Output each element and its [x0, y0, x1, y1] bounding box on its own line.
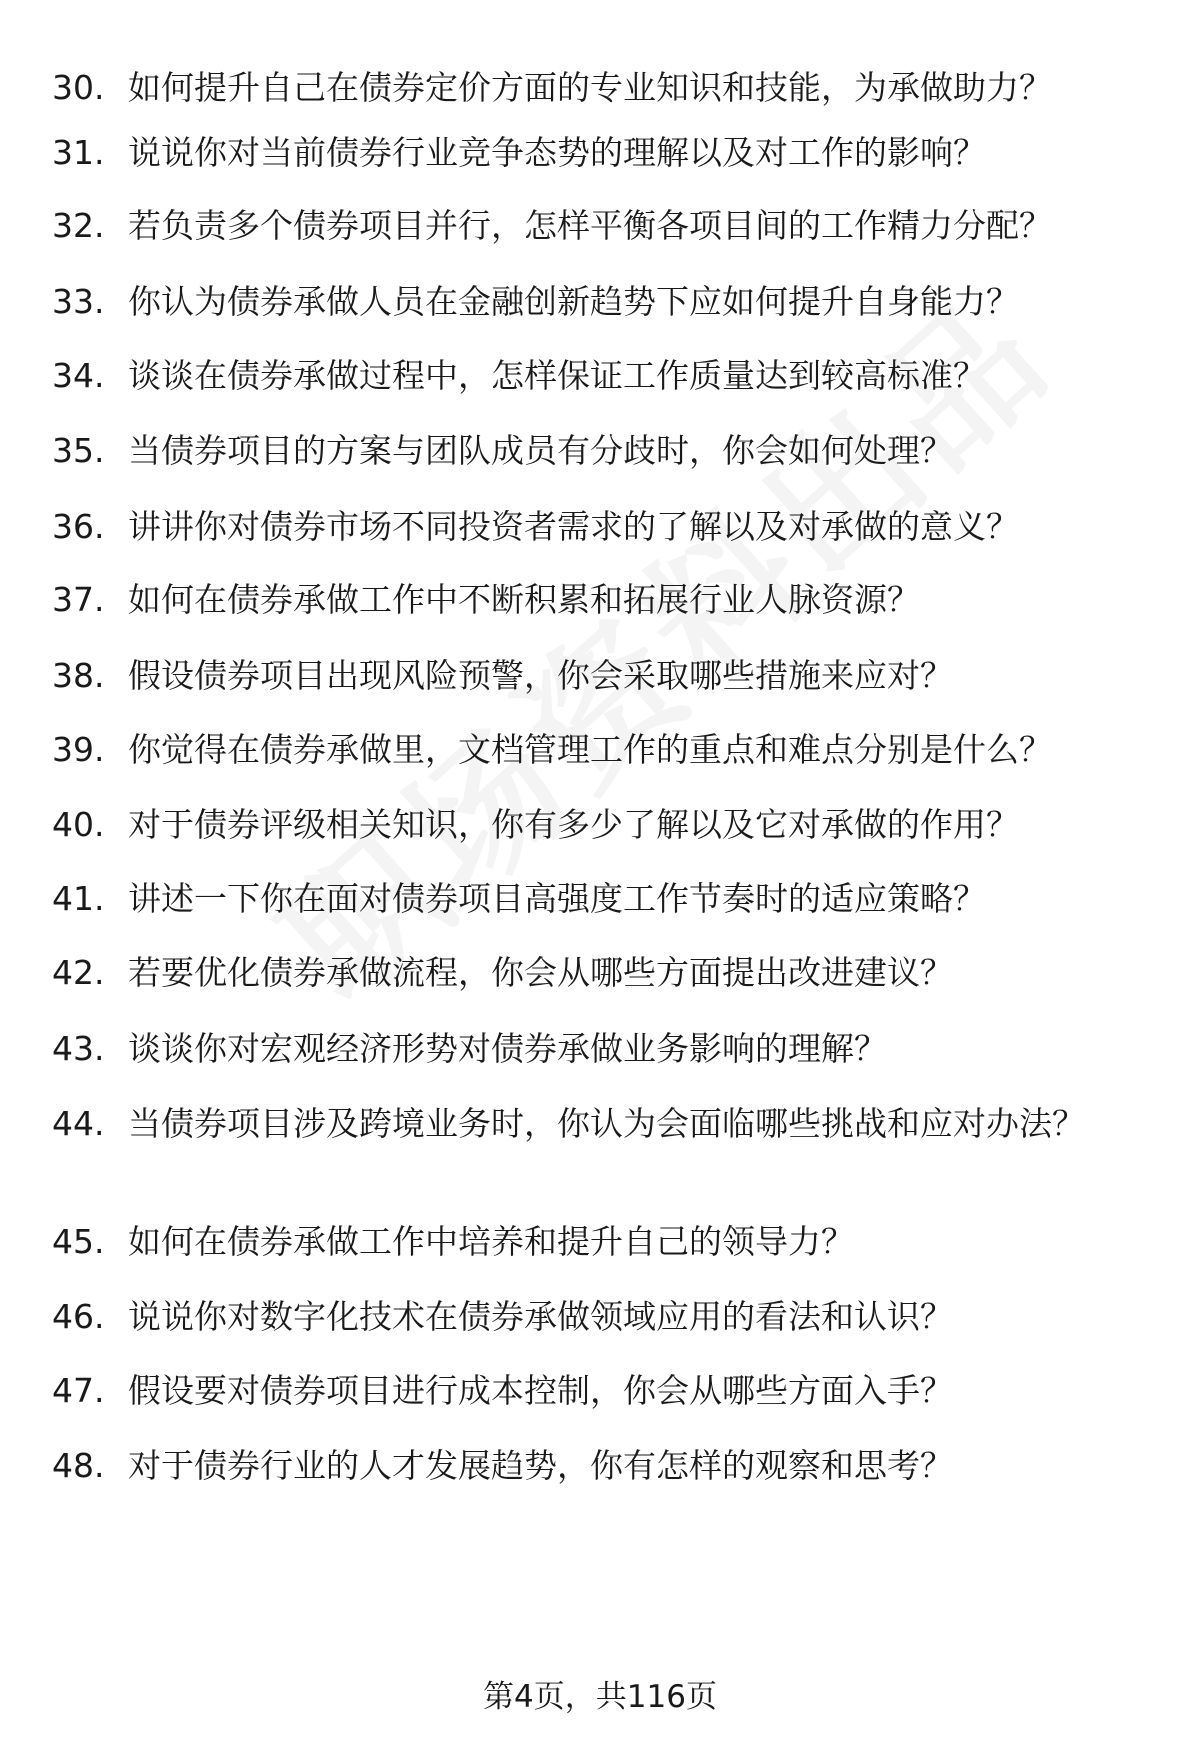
question-item — [0, 1367, 1200, 1415]
question-number: 43. — [52, 1029, 105, 1068]
question-item — [0, 1218, 1200, 1266]
question-text: 如何在债券承做工作中不断积累和拓展行业人脉资源？ — [128, 580, 920, 619]
question-text: 若负责多个债券项目并行，怎样平衡各项目间的工作精力分配？ — [128, 206, 1052, 245]
question-number: 33. — [52, 282, 105, 321]
question-text: 假设要对债券项目进行成本控制，你会从哪些方面入手？ — [128, 1371, 953, 1410]
question-number: 38. — [52, 656, 105, 695]
question-number: 31. — [52, 133, 105, 172]
question-item — [0, 278, 1200, 326]
question-number: 40. — [52, 805, 105, 844]
question-number: 47. — [52, 1371, 105, 1410]
question-item — [0, 1025, 1200, 1073]
question-text: 对于债券行业的人才发展趋势，你有怎样的观察和思考？ — [128, 1446, 953, 1485]
question-text: 如何在债券承做工作中培养和提升自己的领导力？ — [128, 1222, 854, 1261]
page-footer: 第4页，共116页 — [483, 1679, 717, 1715]
question-item — [0, 1293, 1200, 1341]
question-text: 说说你对数字化技术在债券承做领域应用的看法和认识？ — [128, 1297, 953, 1336]
question-text: 说说你对当前债券行业竞争态势的理解以及对工作的影响？ — [128, 133, 986, 172]
question-item — [0, 129, 1200, 177]
question-text: 当债券项目的方案与团队成员有分歧时，你会如何处理？ — [128, 431, 953, 470]
question-number: 48. — [52, 1446, 105, 1485]
question-text: 若要优化债券承做流程，你会从哪些方面提出改进建议？ — [128, 953, 953, 992]
question-number: 32. — [52, 206, 105, 245]
question-item — [0, 726, 1200, 774]
question-item — [0, 352, 1200, 400]
question-item — [0, 1100, 1200, 1148]
question-text: 讲讲你对债券市场不同投资者需求的了解以及对承做的意义？ — [128, 507, 1019, 546]
question-text: 谈谈你对宏观经济形势对债券承做业务影响的理解？ — [128, 1029, 887, 1068]
question-number: 41. — [52, 879, 105, 918]
question-item — [0, 576, 1200, 624]
question-number: 34. — [52, 356, 105, 395]
question-text: 当债券项目涉及跨境业务时，你认为会面临哪些挑战和应对办法？ — [128, 1104, 1085, 1143]
question-item — [0, 875, 1200, 923]
question-number: 35. — [52, 431, 105, 470]
question-number: 45. — [52, 1222, 105, 1261]
question-text: 对于债券评级相关知识，你有多少了解以及它对承做的作用？ — [128, 805, 1019, 844]
question-number: 39. — [52, 730, 105, 769]
question-text: 讲述一下你在面对债券项目高强度工作节奏时的适应策略？ — [128, 879, 986, 918]
question-item — [0, 652, 1200, 700]
question-item — [0, 64, 1200, 112]
question-number: 36. — [52, 507, 105, 546]
question-text: 你认为债券承做人员在金融创新趋势下应如何提升自身能力？ — [128, 282, 1019, 321]
question-text: 假设债券项目出现风险预警，你会采取哪些措施来应对？ — [128, 656, 953, 695]
question-item — [0, 427, 1200, 475]
question-text: 谈谈在债券承做过程中，怎样保证工作质量达到较高标准？ — [128, 356, 986, 395]
question-number: 42. — [52, 953, 105, 992]
question-item — [0, 801, 1200, 849]
question-number: 30. — [52, 68, 105, 107]
question-number: 44. — [52, 1104, 105, 1143]
question-item — [0, 202, 1200, 250]
question-text: 你觉得在债券承做里，文档管理工作的重点和难点分别是什么？ — [128, 730, 1052, 769]
question-item — [0, 503, 1200, 551]
question-number: 37. — [52, 580, 105, 619]
question-number: 46. — [52, 1297, 105, 1336]
question-item — [0, 1442, 1200, 1490]
question-text: 如何提升自己在债券定价方面的专业知识和技能，为承做助力？ — [128, 68, 1052, 107]
question-item — [0, 949, 1200, 997]
